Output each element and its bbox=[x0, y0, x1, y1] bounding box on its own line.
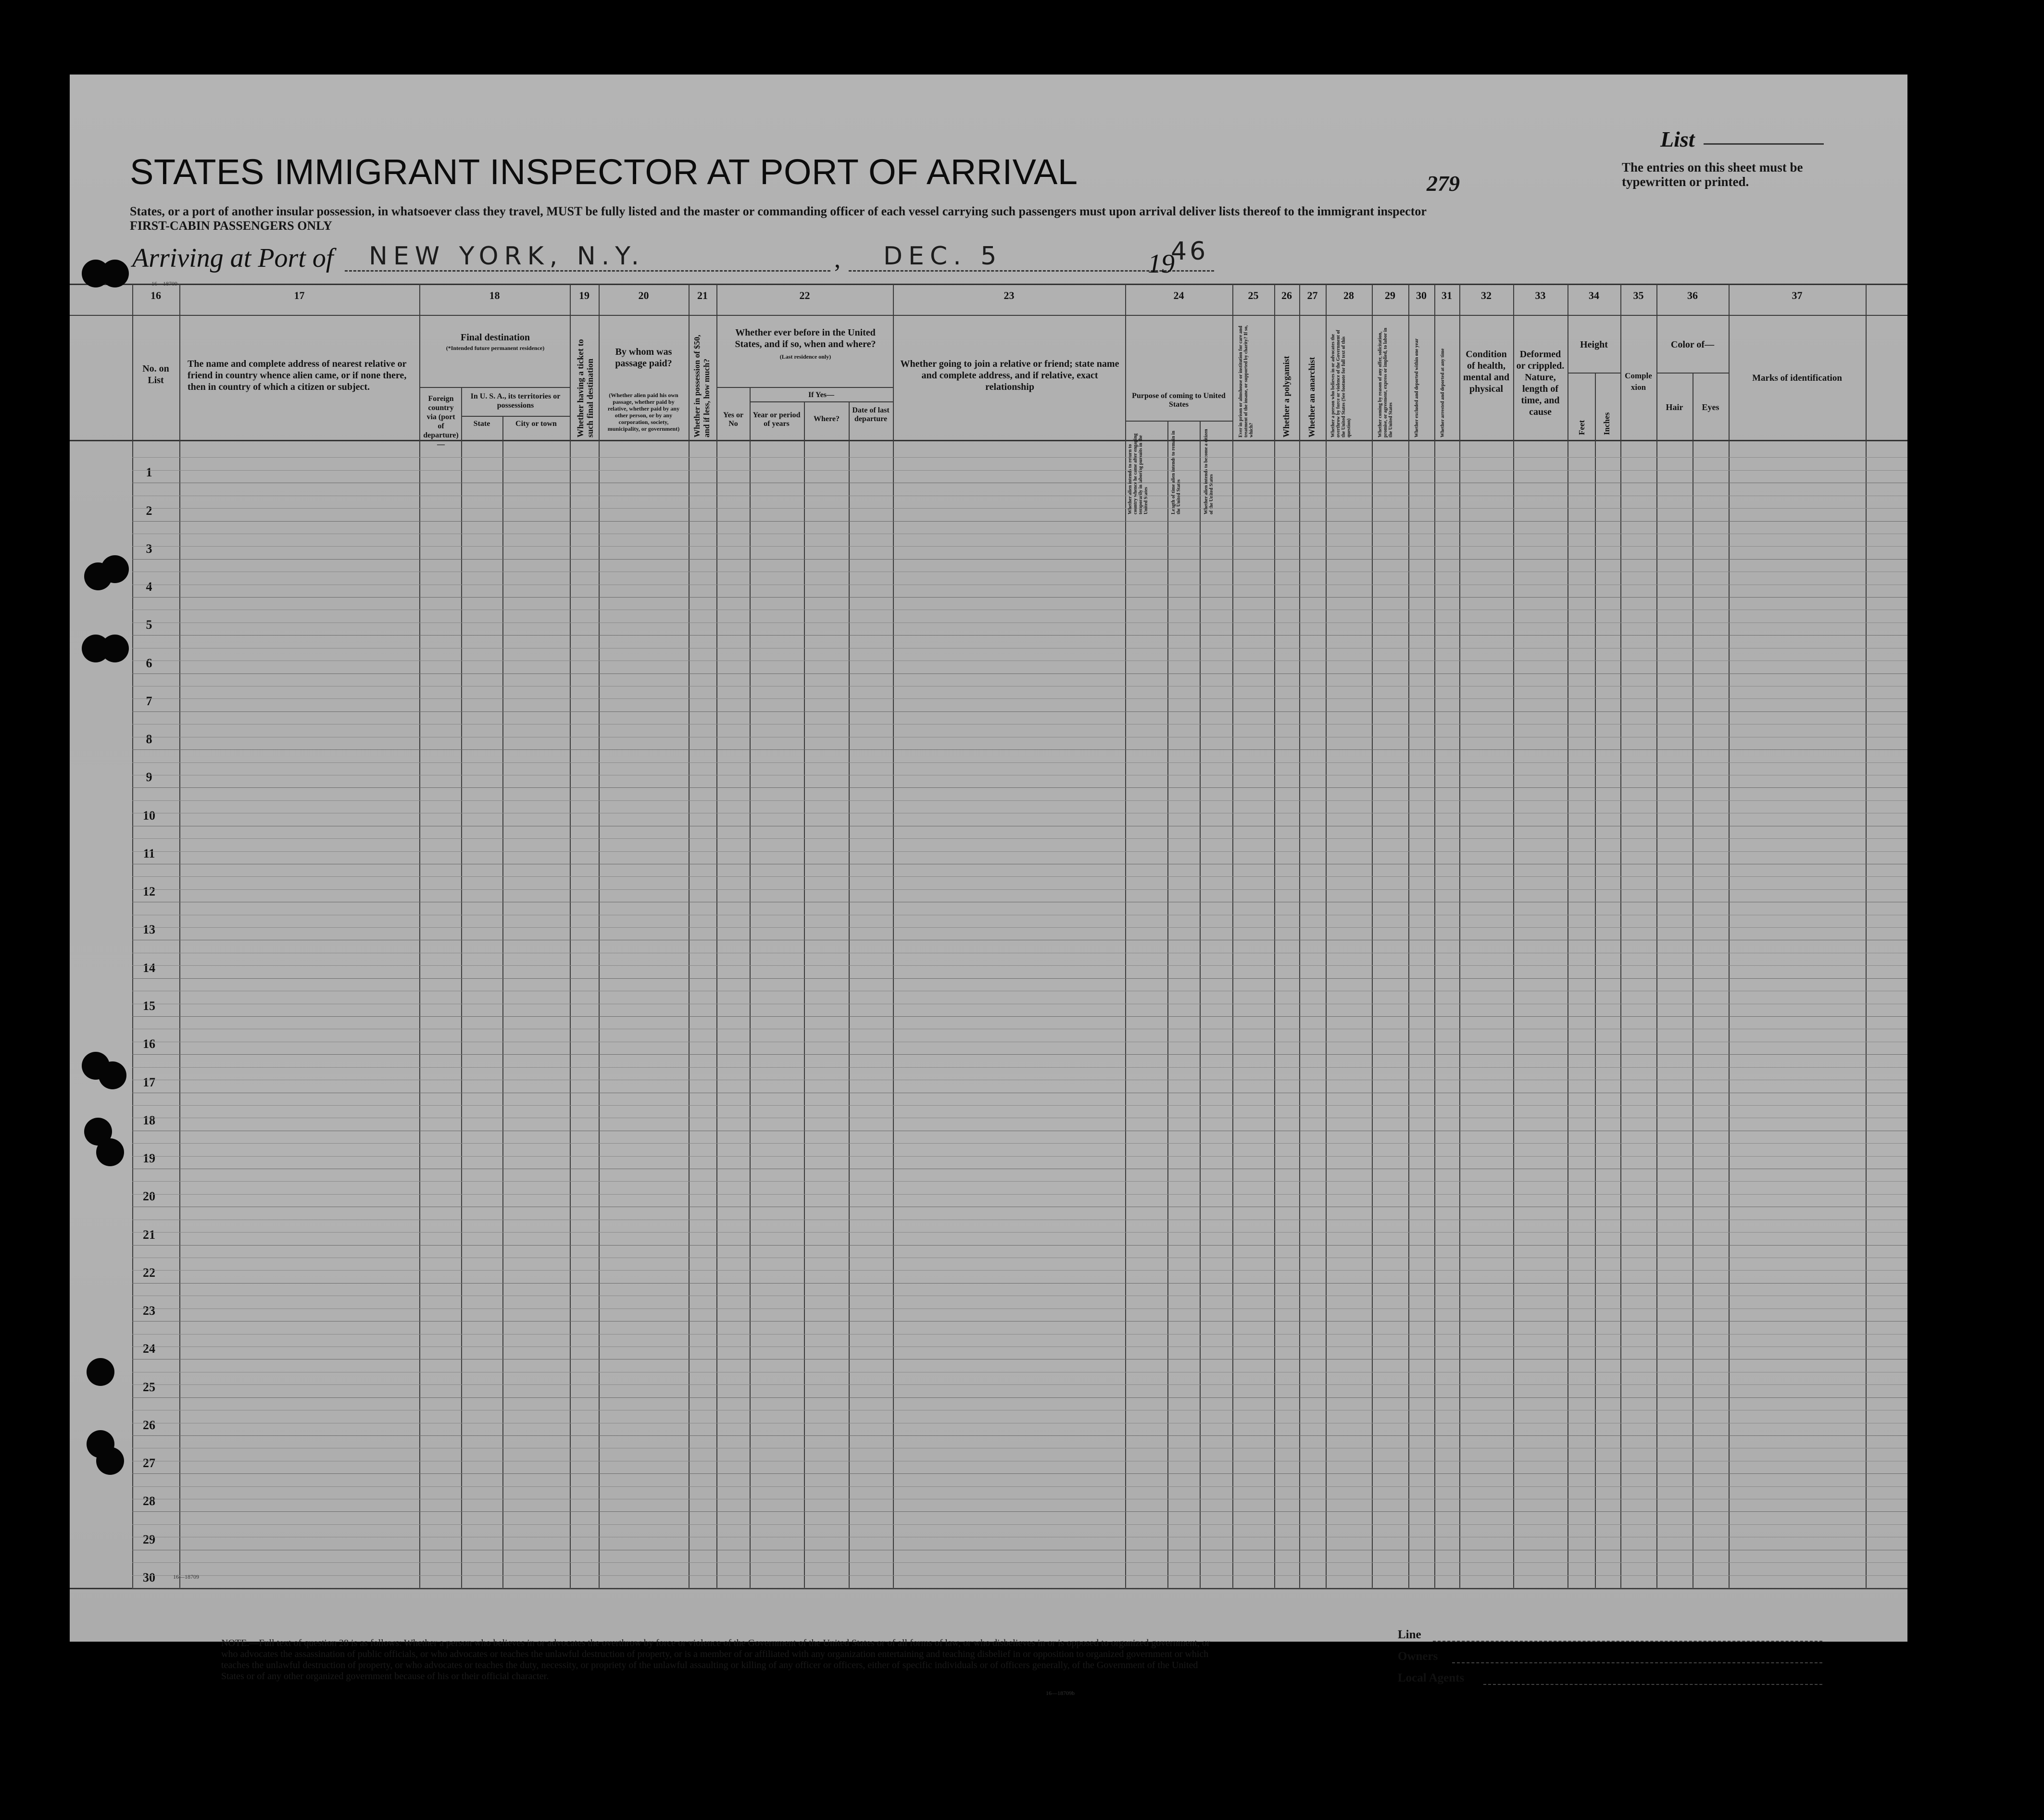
row-number: 28 bbox=[143, 1494, 155, 1508]
header-c32: Condition of health, mental and physical bbox=[1463, 349, 1510, 394]
row-rule bbox=[132, 927, 1907, 928]
col-line bbox=[1866, 284, 1867, 1589]
row-rule bbox=[132, 711, 1907, 712]
header-c34-inches: Inches bbox=[1602, 412, 1611, 435]
row-rule bbox=[132, 1511, 1907, 1512]
row-rule bbox=[132, 1245, 1907, 1246]
colnum-30: 30 bbox=[1416, 289, 1427, 301]
col-line bbox=[1729, 284, 1730, 1589]
row-rule bbox=[132, 1016, 1907, 1017]
form-title: STATES IMMIGRANT INSPECTOR AT PORT OF ARRIVAL bbox=[130, 152, 1078, 192]
col-line bbox=[1567, 284, 1568, 1589]
row-number: 30 bbox=[143, 1571, 155, 1584]
header-c18-city: City or town bbox=[515, 420, 557, 428]
row-rule bbox=[132, 508, 1907, 509]
arriving-label: Arriving at Port of bbox=[132, 243, 334, 273]
row-number: 20 bbox=[143, 1189, 155, 1204]
header-c20-sub: (Whether alien paid his own passage, whether paid by relative, whether paid by any other person, or by any corporation, society, municipality, or government) bbox=[607, 392, 680, 432]
col-line bbox=[461, 387, 462, 1589]
page-number: 279 bbox=[1427, 171, 1460, 196]
date-handwritten: DEC. 5 bbox=[883, 242, 1003, 271]
row-number: 6 bbox=[146, 656, 152, 670]
row-number: 21 bbox=[143, 1227, 155, 1242]
row-number: 16 bbox=[143, 1037, 155, 1051]
col-line bbox=[1372, 284, 1373, 1589]
agents-label: Local Agents bbox=[1398, 1671, 1465, 1684]
row-number: 17 bbox=[143, 1075, 155, 1089]
header-c23: Whether going to join a relative or friend; state name and complete address, and if relative, exact relationship bbox=[900, 359, 1119, 392]
colnum-24: 24 bbox=[1173, 289, 1184, 301]
header-c22-sub: (Last residence only) bbox=[779, 353, 831, 360]
header-c21: Whether in possession of $50, and if less, how much? bbox=[692, 335, 711, 437]
colnum-22: 22 bbox=[799, 289, 810, 301]
col-line bbox=[179, 284, 180, 1589]
row-rule bbox=[132, 1181, 1907, 1182]
row-number: 5 bbox=[146, 618, 152, 632]
instruction-line: States, or a port of another insular possession, in whatsoever class they travel, MUST be fully listed and the master or commanding officer of each vessel carrying such passengers must upon arrival deliver lists thereof to the immigrant inspector bbox=[130, 204, 1427, 218]
col-line bbox=[1595, 373, 1596, 1589]
sep bbox=[1125, 421, 1232, 422]
form-code-bottom: 16—18709 bbox=[173, 1573, 199, 1580]
row-rule bbox=[132, 838, 1907, 839]
header-c31: Whether arrested and deported at any time bbox=[1440, 348, 1445, 437]
row-rule bbox=[132, 965, 1907, 966]
row-rule bbox=[132, 1473, 1907, 1474]
header-c30: Whether excluded and deported within one year bbox=[1414, 338, 1419, 437]
header-c35: Complexion bbox=[1625, 371, 1652, 392]
colnum-19: 19 bbox=[579, 289, 589, 301]
class-line: FIRST-CABIN PASSENGERS ONLY bbox=[130, 219, 332, 233]
row-rule bbox=[132, 1435, 1907, 1436]
row-number: 15 bbox=[143, 999, 155, 1013]
col-line bbox=[750, 387, 751, 1589]
row-rule bbox=[132, 521, 1907, 522]
col-line bbox=[1125, 284, 1126, 1589]
row-rule bbox=[132, 457, 1907, 458]
binder-hole bbox=[101, 555, 129, 583]
col-line bbox=[1299, 284, 1300, 1589]
header-c26: Whether a polygamist bbox=[1281, 356, 1291, 437]
sep bbox=[419, 387, 570, 388]
row-rule bbox=[132, 1232, 1907, 1233]
row-number: 8 bbox=[146, 732, 152, 747]
header-c27: Whether an anarchist bbox=[1307, 357, 1317, 437]
row-rule bbox=[132, 559, 1907, 560]
row-rule bbox=[132, 851, 1907, 852]
header-c24-c: Whether alien intends to become a citizen of the United States bbox=[1204, 429, 1214, 514]
col-line bbox=[1326, 284, 1327, 1589]
row-rule bbox=[132, 749, 1907, 750]
row-rule bbox=[132, 470, 1907, 471]
row-rule bbox=[132, 1143, 1907, 1144]
col-line bbox=[1459, 284, 1460, 1589]
list-label: List bbox=[1660, 127, 1695, 151]
row-number: 11 bbox=[143, 846, 155, 860]
binder-hole bbox=[101, 260, 129, 287]
row-rule bbox=[132, 1067, 1907, 1068]
row-rule bbox=[132, 1105, 1907, 1106]
row-number: 4 bbox=[146, 580, 152, 594]
row-number: 29 bbox=[143, 1532, 155, 1546]
header-c18-usa: In U. S. A., its territories or possessions bbox=[470, 392, 561, 410]
row-rule bbox=[132, 762, 1907, 763]
col-line bbox=[419, 284, 420, 1589]
line-field[interactable] bbox=[1433, 1641, 1822, 1642]
header-c18-state: State bbox=[473, 420, 490, 428]
owners-field[interactable] bbox=[1452, 1662, 1822, 1663]
header-c20: By whom was passage paid? bbox=[615, 347, 672, 369]
sep bbox=[1656, 373, 1729, 374]
colnum-26: 26 bbox=[1281, 289, 1292, 301]
row-number: 18 bbox=[143, 1113, 155, 1127]
colnum-17: 17 bbox=[294, 289, 305, 301]
row-rule bbox=[132, 673, 1907, 674]
colnum-27: 27 bbox=[1307, 289, 1318, 301]
sep bbox=[461, 416, 570, 417]
header-c18-sub: (*Intended future permanent residence) bbox=[446, 345, 545, 351]
row-number: 14 bbox=[143, 960, 155, 975]
header-c22-where: Where? bbox=[814, 415, 840, 423]
header-c24-b: Length of time alien intends to remain in the United States bbox=[1171, 431, 1181, 514]
header-c24-a: Whether alien intends to return to country whence he came after engaging temporarily in laboring pursuits in the United States bbox=[1128, 433, 1149, 514]
colnum-16: 16 bbox=[150, 289, 161, 301]
header-c37: Marks of identification bbox=[1752, 373, 1842, 383]
colnum-29: 29 bbox=[1385, 289, 1395, 301]
colnum-28: 28 bbox=[1343, 289, 1354, 301]
col-line bbox=[1434, 284, 1435, 1589]
colnum-33: 33 bbox=[1535, 289, 1546, 301]
header-c36-eyes: Eyes bbox=[1702, 402, 1719, 412]
sep bbox=[750, 401, 893, 402]
header-c34: Height bbox=[1580, 339, 1608, 350]
col-line bbox=[599, 284, 600, 1589]
header-number-line bbox=[70, 315, 1907, 316]
col-line bbox=[849, 401, 850, 1589]
colnum-23: 23 bbox=[1003, 289, 1015, 301]
row-rule bbox=[132, 635, 1907, 636]
row-rule bbox=[132, 889, 1907, 890]
year-handwritten: 46 bbox=[1171, 237, 1209, 266]
row-number: 24 bbox=[143, 1342, 155, 1356]
row-rule bbox=[132, 1524, 1907, 1525]
row-number: 27 bbox=[143, 1456, 155, 1471]
header-bottom-line bbox=[70, 440, 1907, 441]
binder-hole bbox=[96, 1138, 124, 1166]
header-c22: Whether ever before in the United States, and if so, when and where? bbox=[735, 327, 876, 349]
row-rule bbox=[132, 1283, 1907, 1284]
row-number: 19 bbox=[143, 1151, 155, 1166]
row-number: 12 bbox=[143, 885, 155, 899]
agents-field[interactable] bbox=[1483, 1684, 1822, 1685]
row-rule bbox=[132, 546, 1907, 547]
row-number: 7 bbox=[146, 694, 152, 708]
row-number: 10 bbox=[143, 808, 155, 823]
sep bbox=[716, 387, 893, 388]
row-rule bbox=[132, 1486, 1907, 1487]
footer-code: 16—18709b bbox=[1046, 1690, 1075, 1696]
comma-1: , bbox=[834, 246, 840, 273]
row-rule bbox=[132, 978, 1907, 979]
manifest-sheet bbox=[70, 75, 1907, 1696]
col-line bbox=[804, 401, 805, 1589]
col-line bbox=[502, 416, 503, 1589]
form-code-top: 16—18709 bbox=[151, 280, 177, 287]
row-rule bbox=[132, 1194, 1907, 1195]
row-rule bbox=[132, 1156, 1907, 1157]
row-rule bbox=[132, 1054, 1907, 1055]
colnum-35: 35 bbox=[1633, 289, 1644, 301]
header-c24: Purpose of coming to United States bbox=[1132, 392, 1226, 409]
colnum-18: 18 bbox=[489, 289, 500, 301]
colnum-37: 37 bbox=[1792, 289, 1803, 301]
header-c22-yesno: Yes or No bbox=[723, 411, 744, 428]
col-line bbox=[716, 284, 717, 1589]
row-number: 13 bbox=[143, 922, 155, 937]
row-rule bbox=[132, 1270, 1907, 1271]
row-rule bbox=[132, 1562, 1907, 1563]
owners-label: Owners bbox=[1398, 1650, 1438, 1663]
binder-hole bbox=[99, 1061, 126, 1089]
header-c25: Ever in prison or almshouse or institution for care and treatment of the insane, or supported by charity? If so, which? bbox=[1238, 325, 1254, 437]
header-c36-hair: Hair bbox=[1666, 402, 1683, 412]
colnum-25: 25 bbox=[1248, 289, 1259, 301]
header-c17: The name and complete address of nearest relative or friend in country whence alien came, or if none there, then in country of which a citizen or subject. bbox=[188, 359, 407, 392]
col-line bbox=[1408, 284, 1409, 1589]
row-rule bbox=[132, 787, 1907, 788]
col-line bbox=[1274, 284, 1275, 1589]
header-c22-ifyes: If Yes— bbox=[808, 391, 835, 399]
binder-hole bbox=[96, 1447, 124, 1475]
row-rule bbox=[132, 698, 1907, 699]
header-c29: Whether coming by reason of any offer, solicitation, promise, or agreement, express or implied, to labor in the United States bbox=[1378, 327, 1393, 437]
row-number: 9 bbox=[146, 770, 152, 785]
row-rule bbox=[132, 876, 1907, 877]
col-line bbox=[1656, 284, 1657, 1589]
row-number: 23 bbox=[143, 1304, 155, 1318]
header-c34-feet: Feet bbox=[1577, 420, 1586, 435]
col-line bbox=[1513, 284, 1514, 1589]
col-line bbox=[1620, 284, 1621, 1589]
row-rule bbox=[132, 1575, 1907, 1576]
colnum-36: 36 bbox=[1687, 289, 1698, 301]
port-handwritten: NEW YORK, N.Y. bbox=[369, 242, 645, 271]
header-c22-years: Year or period of years bbox=[752, 411, 801, 428]
header-c19: Whether having a ticket to such final destination bbox=[576, 339, 595, 437]
row-number: 1 bbox=[146, 465, 152, 480]
colnum-34: 34 bbox=[1589, 289, 1599, 301]
footnote-q28: NOTE.—Full text of question 28 is as follows: Whether a person who believes in or advocates the overthrow by force or violence of the Government of the United States or of all forms of law, or who disbelieves in or is opposed to organized government, or who advocates the assassination of public officials, or who advocates or teaches the unlawful destruction of property, or is a member of or affiliated with any organization entertaining and teaching disbelief in or opposition to organized government or which teaches the unlawful destruction of property, or who advocates or teaches the duty, necessity, or propriety of the unlawful assaulting or killing of any officer or officers, either of specific individuals or of officers generally, of the Government of the United States or of any other organized government because of his or their official character. bbox=[221, 1638, 1210, 1682]
col-line bbox=[893, 284, 894, 1589]
row-rule bbox=[132, 1384, 1907, 1385]
col-line bbox=[1232, 284, 1233, 1589]
row-rule bbox=[132, 800, 1907, 801]
header-c18: Final destination bbox=[461, 332, 530, 343]
row-rule bbox=[132, 1397, 1907, 1398]
header-c28: Whether a person who believes in or advocates the overthrow by force or violence of the Government of the United States (See footnote for full text of this question) bbox=[1330, 330, 1352, 437]
row-number: 25 bbox=[143, 1380, 155, 1394]
row-rule bbox=[132, 1346, 1907, 1347]
row-number: 2 bbox=[146, 503, 152, 518]
header-c22-date: Date of last departure bbox=[852, 406, 890, 423]
row-rule bbox=[132, 597, 1907, 598]
binder-hole bbox=[87, 1358, 114, 1386]
col-line bbox=[689, 284, 690, 1589]
col-line bbox=[1200, 421, 1201, 1589]
col-line bbox=[1167, 421, 1168, 1589]
table-top-border bbox=[70, 284, 1907, 285]
header-c33: Deformed or crippled. Nature, length of time, and cause bbox=[1516, 349, 1565, 417]
col-line bbox=[570, 284, 571, 1589]
colnum-31: 31 bbox=[1442, 289, 1452, 301]
colnum-21: 21 bbox=[697, 289, 708, 301]
header-c18-foreign: Foreign country via (port of departure)— bbox=[423, 395, 459, 449]
typewritten-note: The entries on this sheet must be typewritten or printed. bbox=[1622, 160, 1803, 189]
row-number: 3 bbox=[146, 541, 152, 556]
colnum-32: 32 bbox=[1481, 289, 1492, 301]
row-number: 26 bbox=[143, 1418, 155, 1432]
year-prefix: 19 bbox=[1148, 249, 1175, 279]
list-number-blank[interactable] bbox=[1704, 143, 1824, 145]
header-c36: Color of— bbox=[1670, 339, 1715, 350]
colnum-20: 20 bbox=[638, 289, 649, 301]
header-c16: No. on List bbox=[142, 363, 169, 386]
binder-hole bbox=[101, 635, 129, 662]
line-label: Line bbox=[1398, 1628, 1421, 1641]
sep bbox=[1567, 373, 1620, 374]
row-number: 22 bbox=[143, 1265, 155, 1280]
